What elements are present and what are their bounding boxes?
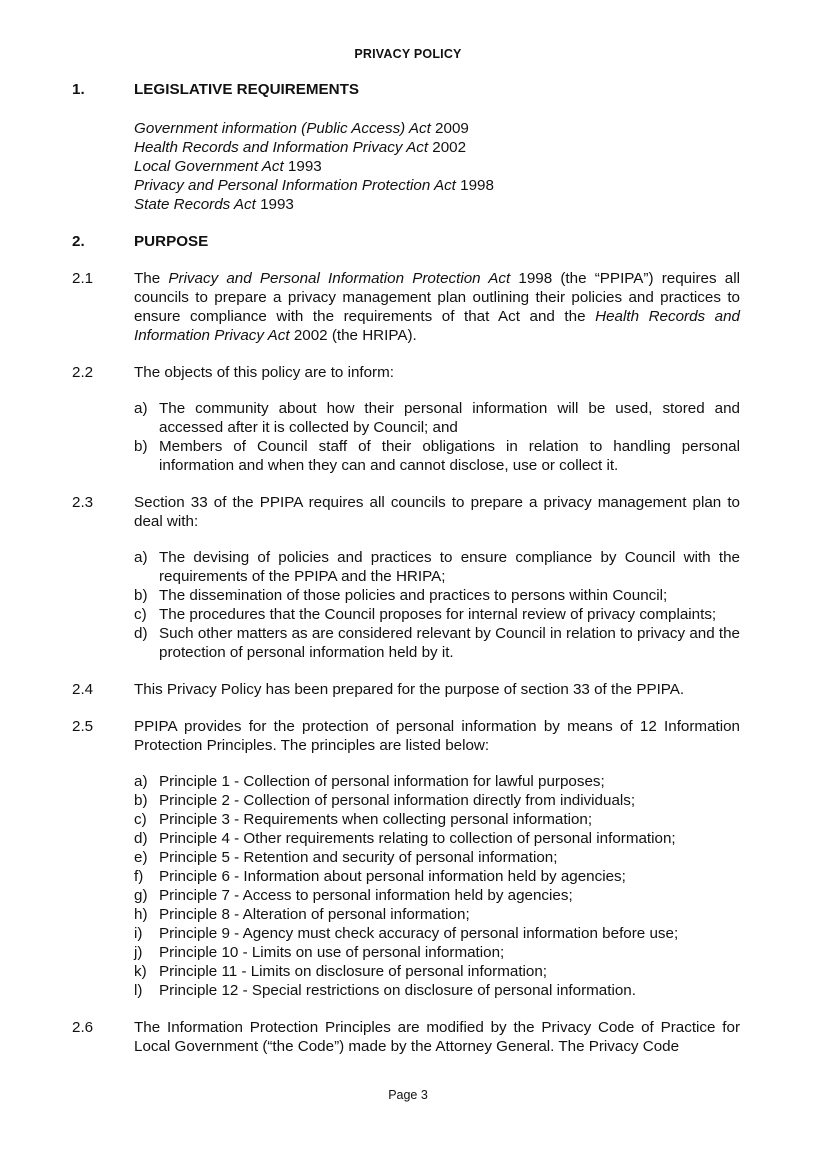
- list-item: b) Members of Council staff of their obligations in relation to handling personal information and when they can and cannot disclose, use or collect it.: [134, 438, 740, 474]
- paragraph-2-5: [0, 717, 816, 1000]
- act-line: Local Government Act 1993: [134, 158, 322, 175]
- paragraph-2-3: [0, 493, 816, 662]
- paragraph-2-4: [0, 680, 816, 699]
- legislation-list: [0, 119, 816, 214]
- act-line: Health Records and Information Privacy Act 2002: [134, 139, 467, 156]
- document-body: [0, 80, 816, 1056]
- section-1-heading: [0, 80, 816, 99]
- section-number: 1.: [72, 81, 85, 98]
- list-item: b) Principle 2 - Collection of personal information directly from individuals;: [134, 792, 636, 809]
- item-list: [134, 399, 740, 475]
- paragraph-text: The objects of this policy are to inform:: [134, 364, 394, 381]
- list-item: f) Principle 6 - Information about personal information held by agencies;: [134, 868, 626, 885]
- item-list: [134, 548, 740, 662]
- list-item: b) The dissemination of those policies and practices to persons within Council;: [134, 587, 668, 604]
- paragraph-text: The Information Protection Principles are modified by the Privacy Code of Practice for Local Government (“the Code”) made by the Attorney General. The Privacy Code: [134, 1019, 740, 1055]
- list-item: j) Principle 10 - Limits on use of personal information;: [134, 944, 505, 961]
- paragraph-2-1: 2.1 The Privacy and Personal Information Protection Act 1998 (the “PPIPA”) requires all councils to prepare a privacy management plan outlining their policies and practices to ensure compliance with the requirements of that Act and the Health Records and Information Privacy Act 2002 (the HRIPA).: [72, 270, 741, 344]
- section-2-heading: [0, 232, 816, 251]
- list-item: g) Principle 7 - Access to personal information held by agencies;: [134, 887, 573, 904]
- section-title: PURPOSE: [134, 233, 209, 250]
- paragraph-2-6: [0, 1018, 816, 1056]
- list-item: l) Principle 12 - Special restrictions on disclosure of personal information.: [134, 982, 636, 999]
- list-item: a) The devising of policies and practices to ensure compliance by Council with the requirements of the PPIPA and the HRIPA;: [134, 549, 740, 585]
- section-title: LEGISLATIVE REQUIREMENTS: [134, 81, 360, 98]
- paragraph-text: Section 33 of the PPIPA requires all councils to prepare a privacy management plan to deal with:: [134, 494, 740, 530]
- paragraph-number: 2.1: [72, 270, 94, 287]
- list-item: d) Such other matters as are considered relevant by Council in relation to privacy and the protection of personal information held by it.: [134, 625, 740, 661]
- act-line: Government information (Public Access) Act 2009: [134, 120, 469, 137]
- paragraph-text: This Privacy Policy has been prepared for the purpose of section 33 of the PPIPA.: [134, 681, 685, 698]
- list-item: i) Principle 9 - Agency must check accuracy of personal information before use;: [134, 925, 679, 942]
- act-line: Privacy and Personal Information Protection Act 1998: [134, 177, 494, 194]
- act-line: State Records Act 1993: [134, 196, 294, 213]
- principles-list: [134, 772, 740, 1000]
- list-item: c) The procedures that the Council proposes for internal review of privacy complaints;: [134, 606, 717, 623]
- paragraph-number: 2.2: [72, 364, 94, 381]
- list-item: h) Principle 8 - Alteration of personal information;: [134, 906, 470, 923]
- paragraph-number: 2.4: [72, 681, 94, 698]
- page-header: PRIVACY POLICY: [354, 47, 462, 61]
- paragraph-text: PPIPA provides for the protection of personal information by means of 12 Information Protection Principles. The principles are listed below:: [134, 718, 740, 754]
- paragraph-2-2: [0, 363, 816, 475]
- list-item: a) The community about how their personal information will be used, stored and accessed after it is collected by Council; and: [134, 400, 740, 436]
- list-item: a) Principle 1 - Collection of personal information for lawful purposes;: [134, 773, 605, 790]
- list-item: c) Principle 3 - Requirements when collecting personal information;: [134, 811, 593, 828]
- paragraph-number: 2.5: [72, 718, 94, 735]
- list-item: e) Principle 5 - Retention and security of personal information;: [134, 849, 558, 866]
- page-number: Page 3: [388, 1088, 428, 1102]
- list-item: k) Principle 11 - Limits on disclosure of personal information;: [134, 963, 548, 980]
- section-number: 2.: [72, 233, 85, 250]
- paragraph-number: 2.3: [72, 494, 94, 511]
- list-item: d) Principle 4 - Other requirements relating to collection of personal information;: [134, 830, 676, 847]
- paragraph-number: 2.6: [72, 1019, 94, 1036]
